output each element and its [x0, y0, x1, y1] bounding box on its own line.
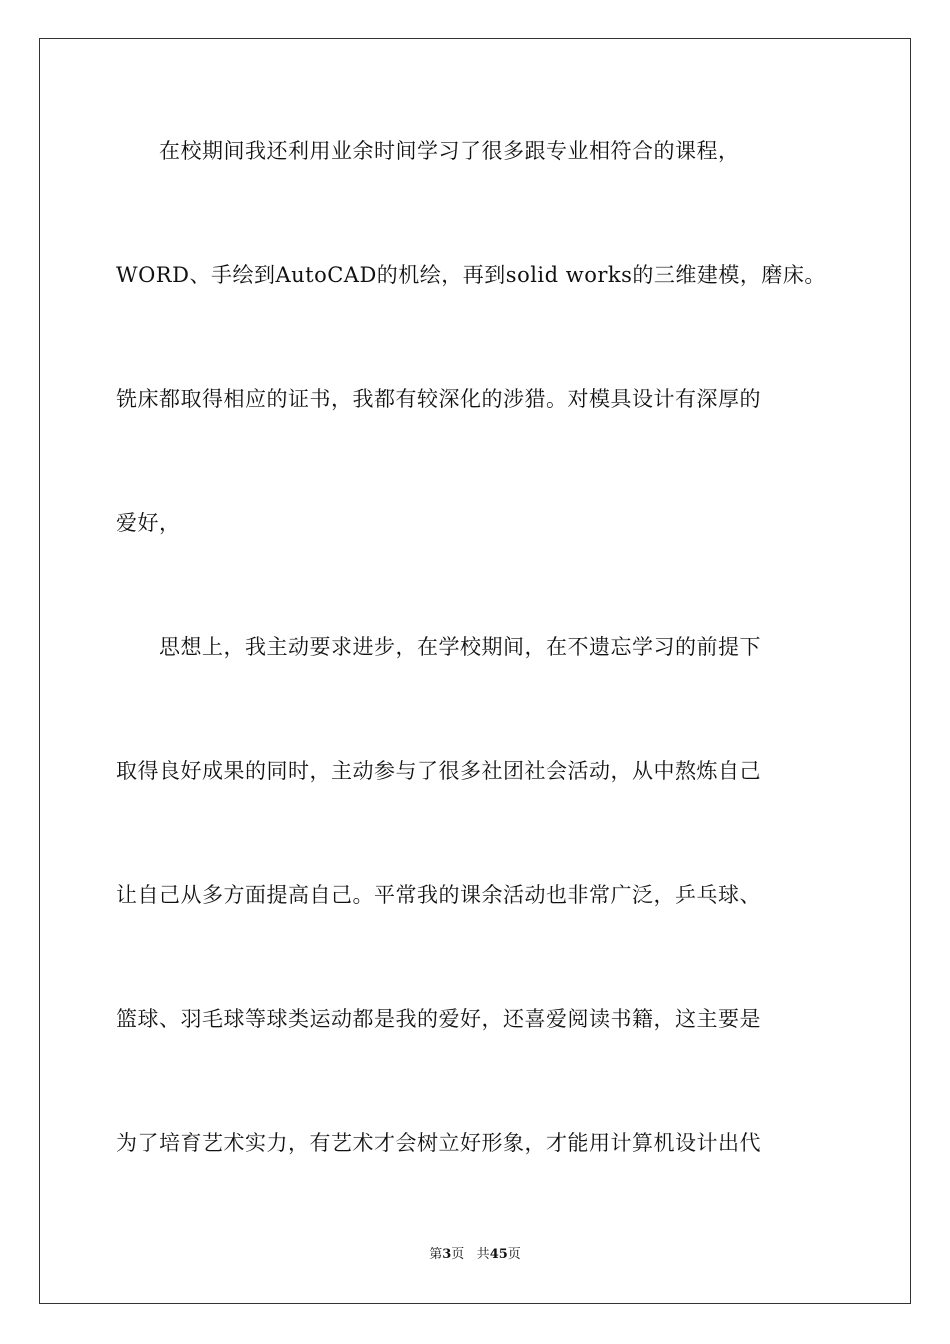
page-footer [0, 1246, 950, 1264]
page-number: 3 [442, 1247, 452, 1262]
text-line: 篮球、羽毛球等球类运动都是我的爱好，还喜爱阅读书籍，这主要是 [116, 1007, 761, 1031]
text-line: 在校期间我还利用业余时间学习了很多跟专业相符合的课程， [116, 139, 740, 163]
total-prefix: 共 [476, 1247, 490, 1262]
text-line: 铣床都取得相应的证书，我都有较深化的涉猎。对模具设计有深厚的 [116, 387, 761, 411]
page-suffix: 页 [451, 1247, 465, 1262]
text-line: WORD、手绘到AutoCAD的机绘，再到solid works的三维建模，磨床。 [116, 263, 826, 287]
text-line: 爱好， [116, 511, 181, 535]
text-line: 让自己从多方面提高自己。平常我的课余活动也非常广泛，乒乓球、 [116, 883, 761, 907]
text-line: 取得良好成果的同时，主动参与了很多社团社会活动，从中熬炼自己 [116, 759, 761, 783]
total-pages: 45 [489, 1247, 508, 1262]
page-border [39, 38, 911, 1304]
page-prefix: 第 [429, 1247, 443, 1262]
text-line: 思想上，我主动要求进步，在学校期间，在不遗忘学习的前提下 [116, 635, 761, 659]
total-suffix: 页 [507, 1247, 521, 1262]
text-line: 为了培育艺术实力，有艺术才会树立好形象，才能用计算机设计出代 [116, 1131, 761, 1155]
